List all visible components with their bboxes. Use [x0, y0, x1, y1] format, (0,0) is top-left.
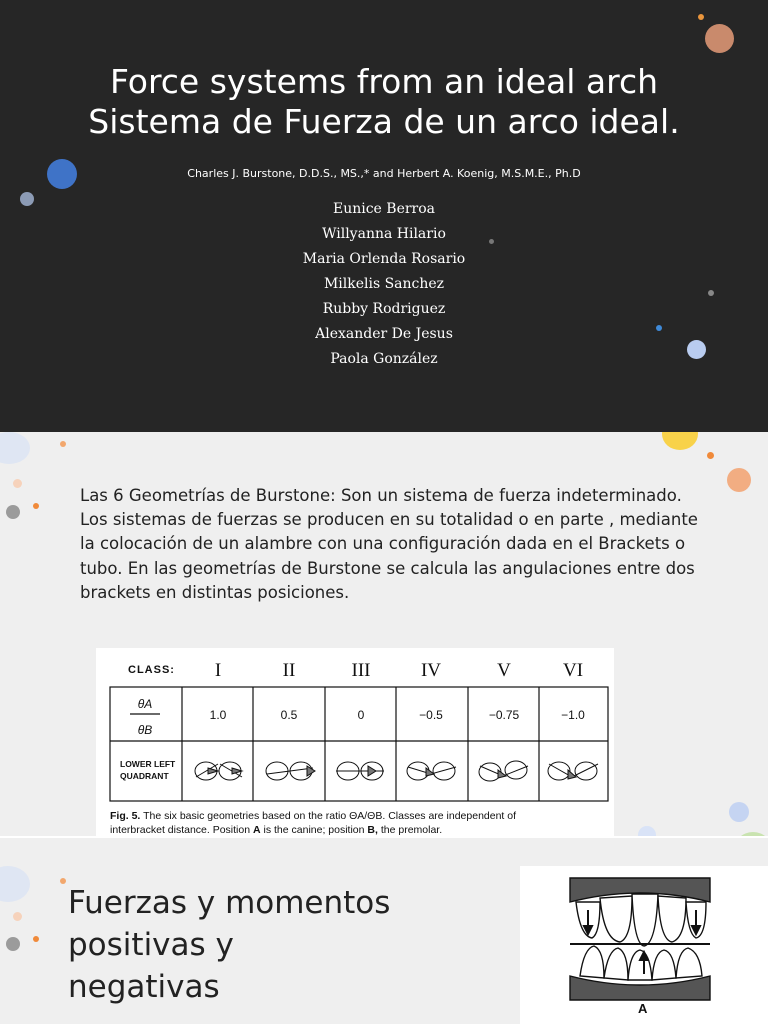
- presenter-name: Paola González: [330, 351, 438, 367]
- decor-dot-grey-left: [6, 505, 20, 519]
- presenter-name: Willyanna Hilario: [322, 226, 446, 242]
- slide-heading: [68, 882, 390, 1008]
- decor-dot-orange-small: [698, 14, 704, 20]
- authors-line: Charles J. Burstone, D.D.S., MS.,* and Herbert A. Koenig, M.S.M.E., Ph.D: [187, 167, 581, 180]
- geometries-slide: [0, 432, 768, 836]
- decor-dot-lightblue-right-2: [638, 826, 656, 836]
- decor-dot-lightblue-right: [729, 802, 749, 822]
- title-line-2: Sistema de Fuerza de un arco ideal.: [88, 102, 680, 141]
- figure-caption-line1: [110, 810, 516, 822]
- class-label: CLASS:: [128, 664, 175, 676]
- tooth-sketch: [407, 762, 456, 780]
- presenter-names: [0, 197, 768, 372]
- quadrant-label-line1: LOWER LEFT: [120, 759, 176, 769]
- decor-dot-yellow: [662, 432, 698, 450]
- caption-fig-number: Fig. 5.: [110, 810, 141, 822]
- decor-dot-orange-tiny: [60, 878, 66, 884]
- caption-position-b: B,: [367, 824, 378, 836]
- caption-text-1: The six basic geometries based on the ratio ΘA/ΘB. Classes are independent of: [140, 810, 517, 822]
- caption-text-2b: is the canine; position: [260, 824, 368, 836]
- tooth-sketch: [336, 762, 384, 780]
- presenter-name: Rubby Rodriguez: [322, 301, 446, 317]
- ratio-value: 0.5: [280, 708, 298, 722]
- tooth: [652, 950, 676, 980]
- ratio-label-top: θA: [137, 697, 153, 711]
- quadrant-label-line2: QUADRANT: [120, 771, 169, 781]
- ratio-value: −0.5: [419, 708, 443, 722]
- ratio-value: −0.75: [488, 708, 520, 722]
- decor-dot-orange-tiny: [60, 441, 66, 447]
- title-slide: [0, 0, 768, 432]
- presenter-name: Eunice Berroa: [332, 201, 436, 217]
- figure-label: A: [638, 1001, 648, 1016]
- class-numeral: I: [214, 660, 222, 681]
- forces-moments-slide: [0, 838, 768, 1024]
- decor-dot-orange-large: [705, 24, 734, 53]
- caption-position-a: A: [253, 824, 261, 836]
- heading-line-2: positivas y: [68, 927, 234, 963]
- class-numeral: III: [351, 660, 371, 681]
- heading-line-3: negativas: [68, 969, 220, 1005]
- caption-text-2a: interbracket distance. Position: [110, 824, 253, 836]
- slide-title: [0, 62, 768, 142]
- tooth: [658, 896, 686, 942]
- tooth: [600, 896, 632, 942]
- tooth-sketch: [266, 762, 315, 780]
- tooth-sketch: [195, 762, 242, 780]
- ratio-value: 1.0: [209, 708, 227, 722]
- class-numeral: VI: [562, 660, 584, 681]
- tooth: [628, 950, 652, 980]
- decor-dot-orange-left: [33, 503, 39, 509]
- teeth-figure: [520, 866, 768, 1024]
- tooth-sketch: [479, 761, 528, 781]
- tooth: [580, 946, 604, 978]
- tooth-sketch: [548, 762, 598, 780]
- presenter-name: Milkelis Sanchez: [323, 276, 445, 292]
- ratio-label-bottom: θB: [137, 723, 153, 737]
- tooth: [676, 948, 702, 978]
- table-frame: [110, 687, 608, 801]
- class-numeral: II: [282, 660, 296, 681]
- intro-paragraph: Las 6 Geometrías de Burstone: Son un sistema de fuerza indeterminado. Los sistemas de fuerzas se producen en su totalidad o en parte , mediante la colocación de un alambre con una configuración dada en el Brackets o tubo. En las geometrías de Burstone se calcula las angulaciones entre dos brackets en distintas posiciones.: [80, 486, 698, 602]
- geometries-table: [96, 648, 614, 836]
- caption-text-2c: the premolar.: [377, 824, 443, 836]
- decor-dot-orange-right-small: [707, 452, 714, 459]
- decor-dot-peach: [13, 479, 22, 488]
- title-line-1: Force systems from an ideal arch: [109, 62, 659, 101]
- decor-dot-green: [733, 832, 768, 836]
- decor-dot-peach: [13, 912, 22, 921]
- decor-dot-grey-left: [6, 937, 20, 951]
- geometries-figure: [96, 648, 614, 836]
- decor-dot-orange-left: [33, 936, 39, 942]
- class-numeral: IV: [420, 660, 442, 681]
- decor-dot-orange-right: [727, 468, 751, 492]
- presenter-name: Maria Orlenda Rosario: [302, 251, 466, 267]
- decor-dot-lightblue-left: [0, 866, 30, 902]
- ratio-value: −1.0: [561, 708, 585, 722]
- tooth: [632, 894, 658, 946]
- heading-line-1: Fuerzas y momentos: [68, 885, 391, 921]
- decor-dot-lightblue-left: [0, 432, 30, 464]
- presenter-name: Alexander De Jesus: [315, 326, 453, 342]
- class-numeral: V: [497, 660, 511, 681]
- tooth: [604, 948, 628, 980]
- ratio-value: 0: [357, 708, 365, 722]
- figure-caption-line2: [110, 824, 442, 836]
